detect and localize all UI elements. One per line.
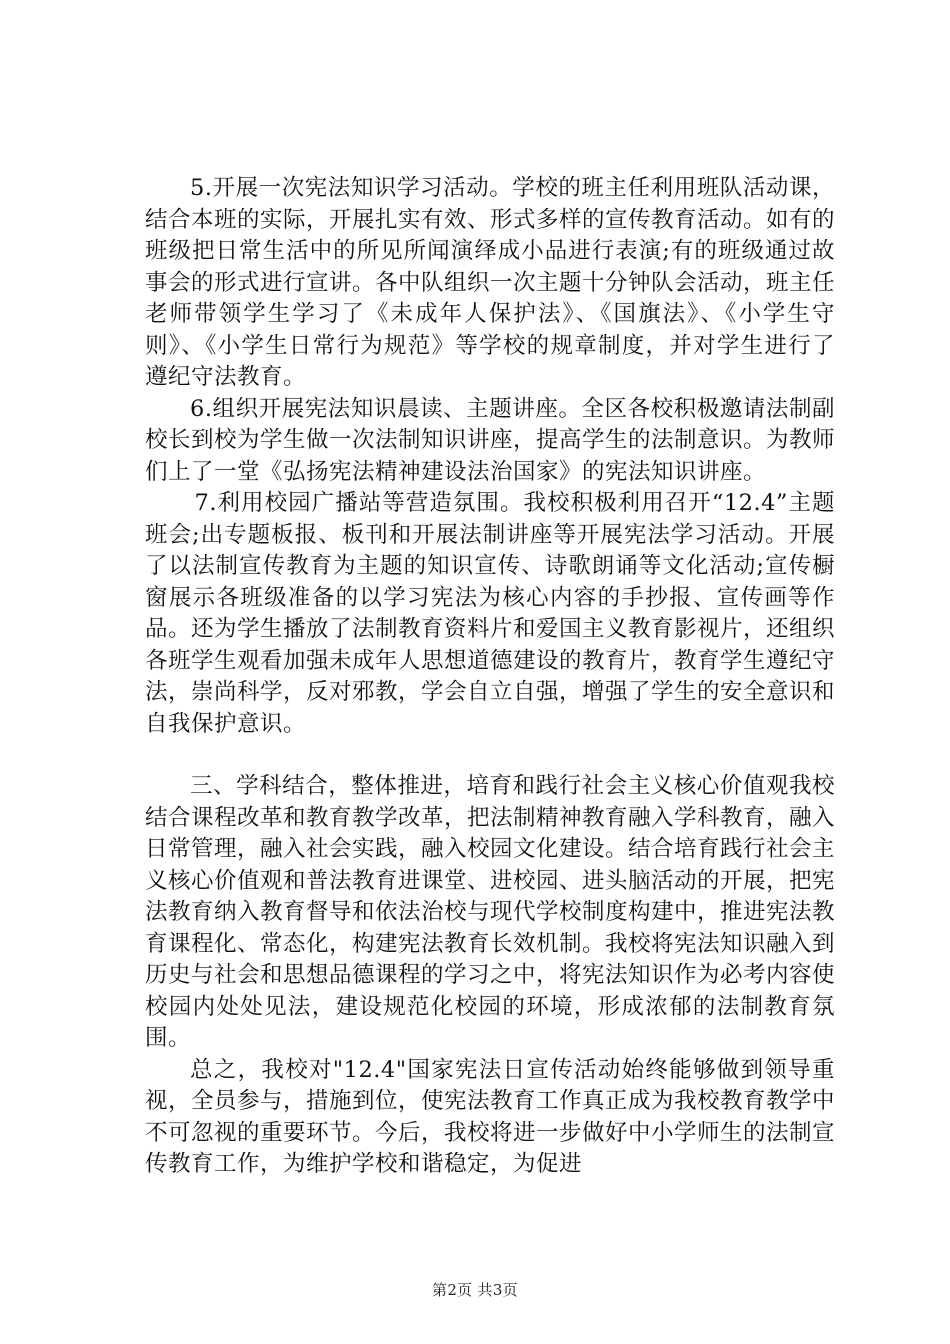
paragraph-section-three: 三、学科结合，整体推进，培育和践行社会主义核心价值观我校结合课程改革和教育教学改革，把法制精神教育融入学科教育，融入日常管理，融入社会实践，融入校园文化建设。结合培育践行社会主义核心价值观和普法教育进课堂、进校园、进头脑活动的开展，把宪法教育纳入教育督导和依法治校与现代学校制度构建中，推进宪法教育课程化、常态化，构建宪法教育长效机制。我校将宪法知识融入到历史与社会和思想品德课程的学习之中，将宪法知识作为必考内容使校园内处处见法，建设规范化校园的环境，形成浓郁的法制教育氛围。 — [145, 773, 836, 1051]
paragraph-item-6: 6.组织开展宪法知识晨读、主题讲座。全区各校积极邀请法制副校长到校为学生做一次法制知识讲座，提高学生的法制意识。为教师们上了一堂《弘扬宪法精神建设法治国家》的宪法知识讲座。 — [145, 395, 836, 485]
paragraph-item-5: 5.开展一次宪法知识学习活动。学校的班主任利用班队活动课，结合本班的实际，开展扎实有效、形式多样的宣传教育活动。如有的班级把日常生活中的所见所闻演绎成小品进行表演;有的班级通过故事会的形式进行宣讲。各中队组织一次主题十分钟队会活动，班主任老师带领学生学习了《未成年人保护法》、《国旗法》、《小学生守则》、《小学生日常行为规范》等学校的规章制度，并对学生进行了遵纪守法教育。 — [145, 175, 836, 390]
paragraph-conclusion: 总之，我校对"12.4"国家宪法日宣传活动始终能够做到领导重视，全员参与，措施到位，使宪法教育工作真正成为我校教育教学中不可忽视的重要环节。今后，我校将进一步做好中小学师生的法制宣传教育工作，为维护学校和谐稳定，为促进 — [145, 1056, 836, 1177]
paragraph-spacer — [145, 740, 835, 771]
page-number-footer: 第2页 共3页 — [432, 1281, 518, 1299]
document-body — [145, 173, 835, 1181]
paragraph-item-7: 7.利用校园广播站等营造氛围。我校积极利用召开“12.4”主题班会;出专题板报、板刊和开展法制讲座等开展宪法学习活动。开展了以法制宣传教育为主题的知识宣传、诗歌朗诵等文化活动;宣传橱窗展示各班级准备的以学习宪法为核心内容的手抄报、宣传画等作品。还为学生播放了法制教育资料片和爱国主义教育影视片，还组织各班学生观看加强未成年人思想道德建设的教育片，教育学生遵纪守法，崇尚科学，反对邪教，学会自立自强，增强了学生的安全意识和自我保护意识。 — [145, 490, 836, 737]
